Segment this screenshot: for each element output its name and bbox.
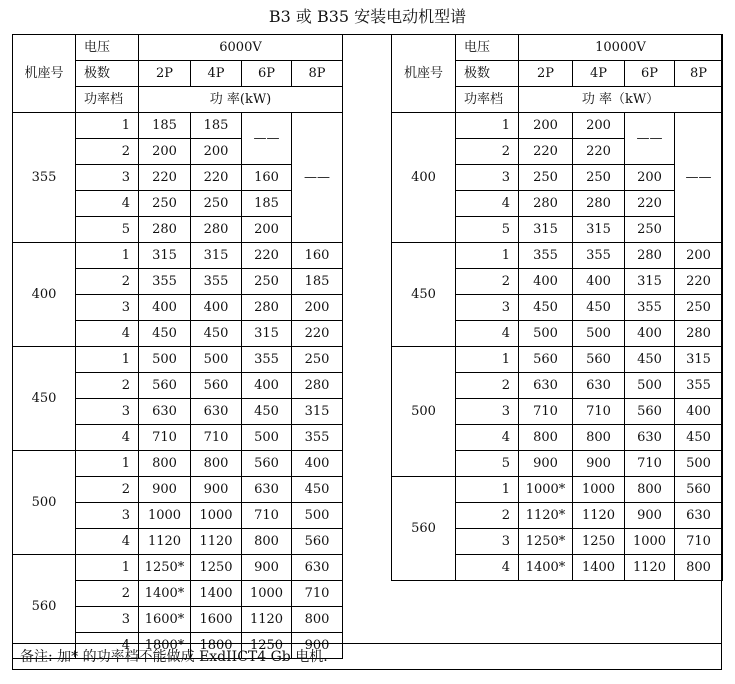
- footnote: 备注: 加* 的功率档不能做成 ExdIICT4 Gb 电机.: [12, 643, 722, 670]
- power-value: 315: [519, 217, 573, 243]
- power-value: 710: [139, 425, 191, 451]
- power-value: 250: [573, 165, 625, 191]
- frame-number: 500: [13, 451, 76, 555]
- frame-number: 560: [13, 555, 76, 659]
- power-value: 280: [519, 191, 573, 217]
- frame-number: 400: [13, 243, 76, 347]
- power-value: 315: [191, 243, 242, 269]
- power-value: 200: [242, 217, 292, 243]
- power-value: 560: [139, 373, 191, 399]
- voltage-label: 电压: [456, 35, 519, 61]
- power-step: 1: [76, 113, 139, 139]
- power-step: 5: [456, 217, 519, 243]
- power-value: 280: [242, 295, 292, 321]
- power-step: 2: [76, 373, 139, 399]
- table-row: [392, 243, 723, 269]
- not-available: ——: [625, 113, 675, 165]
- power-value: 450: [573, 295, 625, 321]
- power-value: 560: [675, 477, 723, 503]
- table-row: [392, 477, 723, 503]
- power-value: 355: [573, 243, 625, 269]
- power-step: 1: [456, 113, 519, 139]
- power-value: 280: [625, 243, 675, 269]
- power-value: 185: [292, 269, 343, 295]
- power-step: 4: [76, 425, 139, 451]
- power-value: 200: [519, 113, 573, 139]
- power-value: 280: [139, 217, 191, 243]
- power-value: 1400*: [519, 555, 573, 581]
- table-10000v: [391, 34, 723, 581]
- pole-header: 6P: [242, 61, 292, 87]
- power-step: 3: [76, 503, 139, 529]
- power-step: 1: [76, 555, 139, 581]
- power-value: 355: [292, 425, 343, 451]
- power-unit-label: 功 率（kW）: [519, 87, 723, 113]
- power-value: 220: [242, 243, 292, 269]
- power-value: 1400: [191, 581, 242, 607]
- power-step: 1: [76, 243, 139, 269]
- power-value: 1000*: [519, 477, 573, 503]
- power-step: 4: [456, 555, 519, 581]
- power-value: 450: [292, 477, 343, 503]
- power-step: 4: [76, 529, 139, 555]
- power-value: 200: [139, 139, 191, 165]
- not-available: ——: [292, 113, 343, 243]
- power-step: 1: [456, 243, 519, 269]
- power-value: 220: [675, 269, 723, 295]
- power-value: 400: [573, 269, 625, 295]
- power-value: 400: [675, 399, 723, 425]
- power-value: 220: [139, 165, 191, 191]
- power-value: 1000: [139, 503, 191, 529]
- table-row: [13, 243, 343, 269]
- power-value: 250: [519, 165, 573, 191]
- power-value: 185: [139, 113, 191, 139]
- power-step: 3: [456, 295, 519, 321]
- power-value: 1800: [191, 633, 242, 659]
- power-value: 280: [573, 191, 625, 217]
- power-value: 560: [573, 347, 625, 373]
- power-unit-label: 功 率(kW): [139, 87, 343, 113]
- power-value: 200: [625, 165, 675, 191]
- power-value: 1250: [242, 633, 292, 659]
- power-value: 630: [573, 373, 625, 399]
- power-value: 250: [675, 295, 723, 321]
- pole-header: 8P: [675, 61, 723, 87]
- table-10000v-body: [392, 35, 723, 581]
- power-step: 2: [76, 269, 139, 295]
- power-value: 400: [191, 295, 242, 321]
- power-value: 900: [292, 633, 343, 659]
- power-value: 800: [519, 425, 573, 451]
- power-value: 1000: [191, 503, 242, 529]
- power-value: 710: [573, 399, 625, 425]
- frame-header: 机座号: [392, 35, 456, 113]
- power-step: 2: [76, 581, 139, 607]
- power-step: 1: [456, 347, 519, 373]
- power-value: 800: [675, 555, 723, 581]
- power-value: 450: [191, 321, 242, 347]
- power-value: 250: [625, 217, 675, 243]
- power-value: 630: [242, 477, 292, 503]
- power-value: 220: [191, 165, 242, 191]
- power-value: 315: [573, 217, 625, 243]
- power-value: 315: [292, 399, 343, 425]
- power-value: 220: [573, 139, 625, 165]
- power-value: 900: [573, 451, 625, 477]
- power-step: 1: [76, 451, 139, 477]
- power-value: 280: [191, 217, 242, 243]
- not-available: ——: [675, 113, 723, 243]
- power-value: 1000: [242, 581, 292, 607]
- power-step: 2: [456, 503, 519, 529]
- power-value: 560: [191, 373, 242, 399]
- power-value: 280: [292, 373, 343, 399]
- power-value: 1000: [573, 477, 625, 503]
- power-step: 3: [76, 607, 139, 633]
- table-row: [13, 113, 343, 139]
- power-step: 3: [76, 295, 139, 321]
- table-row: [13, 347, 343, 373]
- table-row: [13, 555, 343, 581]
- power-value: 500: [675, 451, 723, 477]
- table-row: [392, 113, 723, 139]
- power-step: 1: [76, 347, 139, 373]
- voltage-value: 10000V: [519, 35, 723, 61]
- power-value: 800: [139, 451, 191, 477]
- power-value: 220: [292, 321, 343, 347]
- power-value: 1800*: [139, 633, 191, 659]
- power-value: 710: [292, 581, 343, 607]
- power-value: 315: [139, 243, 191, 269]
- table-row: [392, 347, 723, 373]
- power-value: 1250*: [519, 529, 573, 555]
- power-step: 4: [456, 321, 519, 347]
- power-value: 800: [242, 529, 292, 555]
- table-row: [13, 451, 343, 477]
- pole-header: 4P: [573, 61, 625, 87]
- power-step: 4: [456, 191, 519, 217]
- power-value: 710: [675, 529, 723, 555]
- power-value: 400: [625, 321, 675, 347]
- power-step: 3: [76, 399, 139, 425]
- power-value: 250: [191, 191, 242, 217]
- power-value: 560: [242, 451, 292, 477]
- power-value: 800: [573, 425, 625, 451]
- power-value: 560: [292, 529, 343, 555]
- power-value: 315: [675, 347, 723, 373]
- power-step: 3: [456, 399, 519, 425]
- power-value: 500: [139, 347, 191, 373]
- pole-header: 2P: [519, 61, 573, 87]
- power-value: 560: [519, 347, 573, 373]
- power-value: 355: [191, 269, 242, 295]
- power-value: 1400*: [139, 581, 191, 607]
- power-value: 250: [292, 347, 343, 373]
- power-value: 200: [191, 139, 242, 165]
- frame-number: 355: [13, 113, 76, 243]
- power-step-label: 功率档: [456, 87, 519, 113]
- power-value: 450: [519, 295, 573, 321]
- power-value: 630: [292, 555, 343, 581]
- power-value: 450: [675, 425, 723, 451]
- power-value: 1600: [191, 607, 242, 633]
- power-step: 4: [456, 425, 519, 451]
- power-value: 500: [573, 321, 625, 347]
- power-value: 560: [625, 399, 675, 425]
- power-value: 1120*: [519, 503, 573, 529]
- power-step: 2: [76, 139, 139, 165]
- power-value: 1120: [573, 503, 625, 529]
- power-value: 1250: [573, 529, 625, 555]
- power-value: 500: [625, 373, 675, 399]
- power-value: 630: [139, 399, 191, 425]
- power-step: 3: [456, 529, 519, 555]
- pole-header: 2P: [139, 61, 191, 87]
- power-value: 710: [519, 399, 573, 425]
- power-value: 280: [675, 321, 723, 347]
- power-value: 1120: [242, 607, 292, 633]
- power-value: 200: [292, 295, 343, 321]
- power-step: 3: [76, 165, 139, 191]
- header-row: [392, 35, 723, 61]
- power-value: 1000: [625, 529, 675, 555]
- table-6000v: [12, 34, 343, 659]
- page-title: B3 或 B35 安装电动机型谱: [268, 7, 467, 26]
- power-value: 710: [625, 451, 675, 477]
- power-step: 4: [76, 321, 139, 347]
- poles-label: 极数: [456, 61, 519, 87]
- power-value: 160: [242, 165, 292, 191]
- power-value: 400: [519, 269, 573, 295]
- power-value: 250: [242, 269, 292, 295]
- power-step: 2: [76, 477, 139, 503]
- pole-header: 4P: [191, 61, 242, 87]
- power-value: 500: [242, 425, 292, 451]
- power-step: 2: [456, 373, 519, 399]
- power-value: 160: [292, 243, 343, 269]
- power-value: 630: [519, 373, 573, 399]
- power-value: 220: [625, 191, 675, 217]
- pole-header: 6P: [625, 61, 675, 87]
- table-gap: [342, 34, 391, 643]
- power-value: 800: [625, 477, 675, 503]
- power-value: 1250: [191, 555, 242, 581]
- power-value: 500: [519, 321, 573, 347]
- power-value: 250: [139, 191, 191, 217]
- frame-number: 450: [392, 243, 456, 347]
- power-value: 200: [675, 243, 723, 269]
- power-value: 315: [242, 321, 292, 347]
- frame-number: 450: [13, 347, 76, 451]
- power-value: 500: [191, 347, 242, 373]
- frame-number: 560: [392, 477, 456, 581]
- power-step: 5: [76, 217, 139, 243]
- power-value: 400: [242, 373, 292, 399]
- poles-label: 极数: [76, 61, 139, 87]
- power-value: 500: [292, 503, 343, 529]
- power-value: 900: [625, 503, 675, 529]
- power-value: 900: [242, 555, 292, 581]
- power-value: 1120: [191, 529, 242, 555]
- power-value: 1120: [625, 555, 675, 581]
- power-value: 355: [139, 269, 191, 295]
- not-available: ——: [242, 113, 292, 165]
- power-value: 900: [519, 451, 573, 477]
- power-value: 185: [191, 113, 242, 139]
- power-value: 200: [573, 113, 625, 139]
- power-value: 710: [191, 425, 242, 451]
- power-value: 900: [191, 477, 242, 503]
- power-value: 800: [191, 451, 242, 477]
- power-step: 2: [456, 139, 519, 165]
- table-6000v-body: [13, 35, 343, 659]
- power-value: 450: [625, 347, 675, 373]
- power-value: 630: [191, 399, 242, 425]
- frame-header: 机座号: [13, 35, 76, 113]
- power-value: 1250*: [139, 555, 191, 581]
- power-value: 630: [625, 425, 675, 451]
- power-value: 1120: [139, 529, 191, 555]
- power-step: 2: [456, 269, 519, 295]
- power-value: 710: [242, 503, 292, 529]
- power-value: 355: [625, 295, 675, 321]
- power-step: 4: [76, 633, 139, 659]
- power-value: 400: [139, 295, 191, 321]
- power-value: 355: [675, 373, 723, 399]
- power-step: 1: [456, 477, 519, 503]
- power-value: 1400: [573, 555, 625, 581]
- power-step: 5: [456, 451, 519, 477]
- power-value: 800: [292, 607, 343, 633]
- power-value: 450: [242, 399, 292, 425]
- power-value: 220: [519, 139, 573, 165]
- power-step-label: 功率档: [76, 87, 139, 113]
- frame-number: 400: [392, 113, 456, 243]
- pole-header: 8P: [292, 61, 343, 87]
- power-value: 450: [139, 321, 191, 347]
- power-value: 400: [292, 451, 343, 477]
- power-value: 185: [242, 191, 292, 217]
- voltage-value: 6000V: [139, 35, 343, 61]
- frame-number: 500: [392, 347, 456, 477]
- header-row: [13, 35, 343, 61]
- power-value: 355: [519, 243, 573, 269]
- power-step: 4: [76, 191, 139, 217]
- power-value: 630: [675, 503, 723, 529]
- voltage-label: 电压: [76, 35, 139, 61]
- power-value: 900: [139, 477, 191, 503]
- power-value: 315: [625, 269, 675, 295]
- power-value: 355: [242, 347, 292, 373]
- power-step: 3: [456, 165, 519, 191]
- power-value: 1600*: [139, 607, 191, 633]
